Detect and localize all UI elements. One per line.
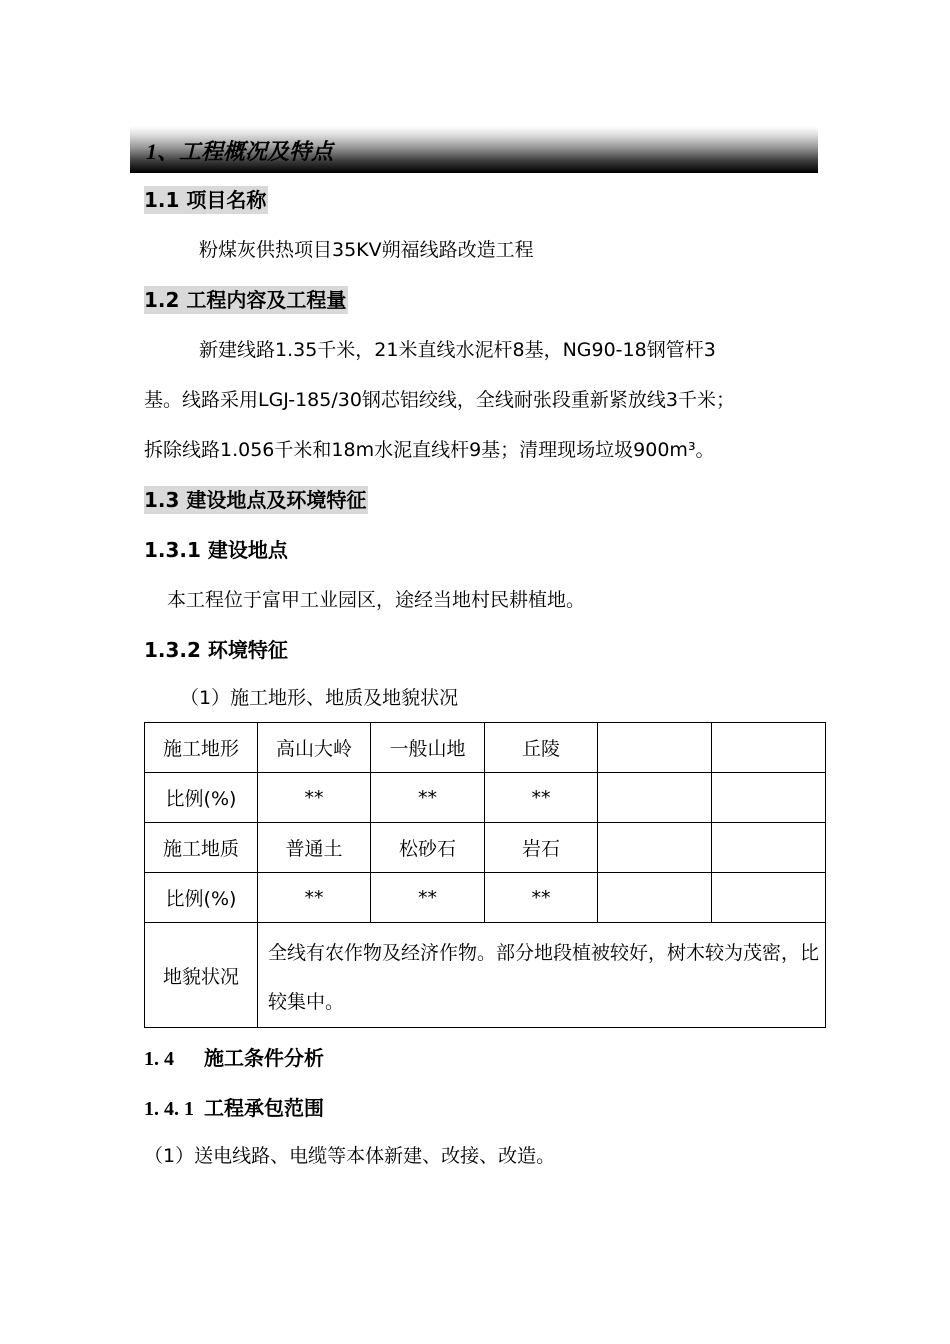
table-cell: ** bbox=[371, 773, 485, 823]
heading-1-3: 1.3 建设地点及环境特征 bbox=[144, 488, 367, 512]
table-cell: 施工地质 bbox=[145, 823, 258, 873]
table-cell: ** bbox=[258, 873, 371, 923]
landform-description-cell: 全线有农作物及经济作物。部分地段植被较好，树木较为茂密，比较集中。 bbox=[258, 923, 826, 1028]
heading-1-3-2: 1.3.2 环境特征 bbox=[144, 638, 288, 662]
heading-1-4-text: 1. 4 施工条件分析 bbox=[144, 1048, 324, 1070]
terrain-table bbox=[144, 722, 826, 1028]
table-caption: （1）施工地形、地质及地貌状况 bbox=[180, 687, 459, 709]
contract-scope-item-1: （1）送电线路、电缆等本体新建、改接、改造。 bbox=[144, 1145, 556, 1167]
heading-1-4-1 bbox=[144, 1094, 324, 1123]
heading-1-3-1: 1.3.1 建设地点 bbox=[144, 538, 288, 562]
table-cell bbox=[598, 773, 712, 823]
location-text: 本工程位于富甲工业园区，途经当地村民耕植地。 bbox=[167, 589, 586, 611]
heading-1-2: 1.2 工程内容及工程量 bbox=[144, 288, 347, 312]
table-cell bbox=[598, 823, 712, 873]
scope-line-3: 拆除线路1.056千米和18m水泥直线杆9基；清理现场垃圾900m³。 bbox=[144, 439, 715, 461]
table-cell: 比例(%) bbox=[145, 773, 258, 823]
table-row bbox=[145, 873, 826, 923]
table-cell: 施工地形 bbox=[145, 723, 258, 773]
table-cell: ** bbox=[485, 873, 598, 923]
table-cell: ** bbox=[258, 773, 371, 823]
table-cell: 比例(%) bbox=[145, 873, 258, 923]
table-row bbox=[145, 923, 826, 1028]
table-cell bbox=[598, 873, 712, 923]
scope-line-1: 新建线路1.35千米，21米直线水泥杆8基，NG90-18钢管杆3 bbox=[199, 339, 716, 361]
chapter-banner bbox=[130, 126, 818, 173]
table-cell bbox=[598, 723, 712, 773]
heading-1-1: 1.1 项目名称 bbox=[144, 188, 267, 212]
table-row bbox=[145, 773, 826, 823]
heading-1-4-1-text: 1. 4. 1 工程承包范围 bbox=[144, 1098, 324, 1120]
project-name-text: 粉煤灰供热项目35KV朔福线路改造工程 bbox=[199, 239, 534, 261]
table-cell: ** bbox=[485, 773, 598, 823]
scope-line-2: 基。线路采用LGJ-185/30钢芯铝绞线，全线耐张段重新紧放线3千米； bbox=[144, 389, 736, 411]
table-cell: ** bbox=[371, 873, 485, 923]
table-cell bbox=[712, 823, 826, 873]
heading-1-4 bbox=[144, 1044, 324, 1073]
table-cell: 高山大岭 bbox=[258, 723, 371, 773]
table-cell: 丘陵 bbox=[485, 723, 598, 773]
table-row bbox=[145, 823, 826, 873]
chapter-title: 1、工程概况及特点 bbox=[146, 139, 334, 164]
table-cell bbox=[712, 773, 826, 823]
table-row bbox=[145, 723, 826, 773]
table-cell bbox=[712, 723, 826, 773]
table-cell bbox=[712, 873, 826, 923]
table-cell: 岩石 bbox=[485, 823, 598, 873]
table-cell: 松砂石 bbox=[371, 823, 485, 873]
landform-label-cell: 地貌状况 bbox=[145, 923, 258, 1028]
table-cell: 一般山地 bbox=[371, 723, 485, 773]
table-cell: 普通土 bbox=[258, 823, 371, 873]
